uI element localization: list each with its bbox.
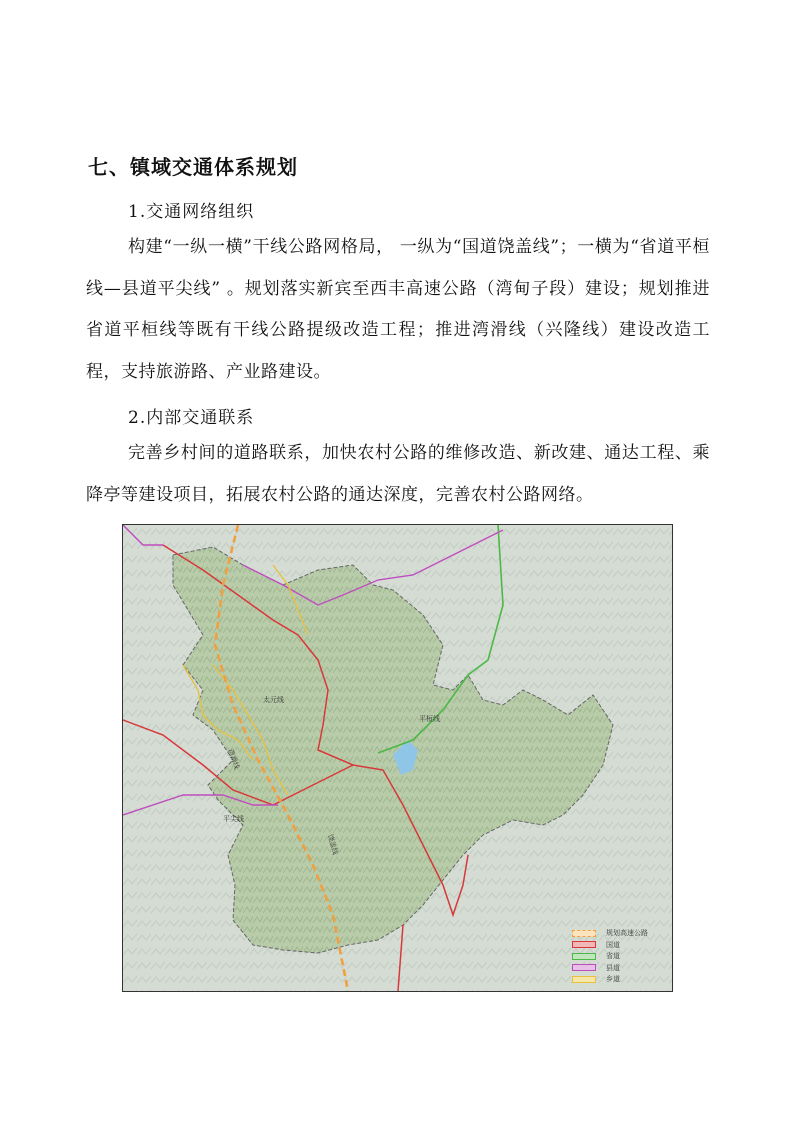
map-legend xyxy=(572,928,664,986)
legend-row-national xyxy=(572,939,664,951)
legend-swatch-township xyxy=(572,976,596,983)
subheading-traffic-network: 1.交通网络组织 xyxy=(128,202,255,222)
traffic-map-graphic xyxy=(123,525,672,991)
legend-swatch-national xyxy=(572,941,596,948)
traffic-map xyxy=(122,524,673,992)
paragraph-traffic-network: 构建“一纵一横”干线公路网格局， 一纵为“国道饶盖线”；一横为“省道平桓线—县道平尖线” 。规划落实新宾至西丰高速公路（湾甸子段）建设；规划推进省道平桓线等既有干线公路提级改造工程；推进湾滑线（兴隆线）建设改造工程，支持旅游路、产业路建设。 xyxy=(86,237,710,382)
legend-swatch-provincial xyxy=(572,953,596,960)
legend-label-national: 国道 xyxy=(606,940,620,949)
legend-label-expressway: 规划高速公路 xyxy=(606,929,648,938)
subheading-internal-connection: 2.内部交通联系 xyxy=(128,408,255,428)
legend-label-provincial: 省道 xyxy=(606,952,620,961)
legend-label-county: 县道 xyxy=(606,963,620,972)
road-label-1: 饶盖线 xyxy=(326,833,340,856)
legend-row-expressway xyxy=(572,928,664,940)
road-label-4: 湾滑线 xyxy=(226,747,241,771)
paragraph-internal-connection: 完善乡村间的道路联系，加快农村公路的维修改造、新改建、通达工程、乘降亭等建设项目，拓展农村公路的通达深度，完善农村公路网络。 xyxy=(86,443,710,505)
section-heading: 七、镇域交通体系规划 xyxy=(88,155,298,179)
road-label-3: 太元线 xyxy=(263,696,284,704)
legend-swatch-county xyxy=(572,964,596,971)
legend-row-county xyxy=(572,962,664,974)
road-label-0: 平尖线 xyxy=(223,815,244,823)
legend-swatch-expressway xyxy=(572,930,596,937)
legend-row-provincial xyxy=(572,951,664,963)
legend-row-township xyxy=(572,974,664,986)
road-label-2: 平桓线 xyxy=(419,715,440,723)
legend-label-township: 乡道 xyxy=(606,975,620,984)
